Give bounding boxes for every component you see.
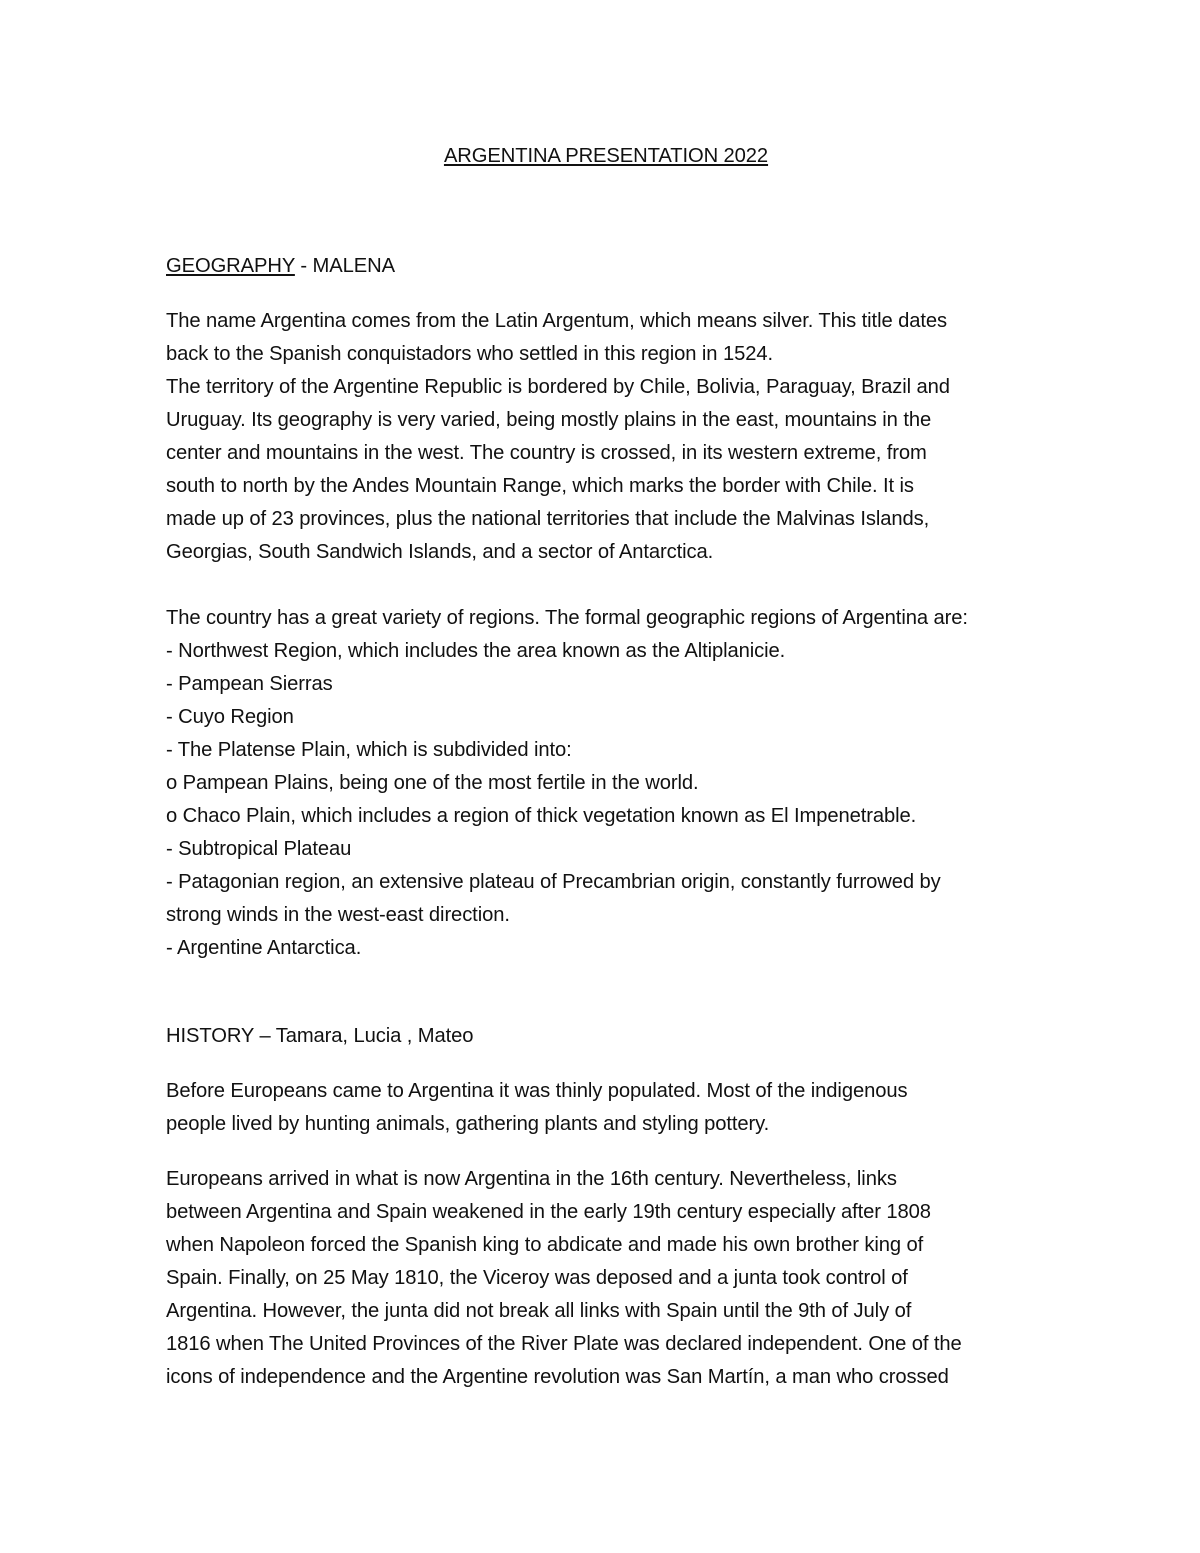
text-line: center and mountains in the west. The country is crossed, in its western extreme, from xyxy=(166,442,927,464)
geography-heading-word: GEOGRAPHY xyxy=(166,255,295,277)
geography-heading xyxy=(166,250,1046,283)
document-title: ARGENTINA PRESENTATION 2022 xyxy=(443,145,769,167)
list-item: - Cuyo Region xyxy=(166,706,294,728)
text-line: Georgias, South Sandwich Islands, and a sector of Antarctica. xyxy=(166,541,714,563)
text-line: 1816 when The United Provinces of the River Plate was declared independent. One of the xyxy=(166,1333,962,1355)
geography-paragraph xyxy=(166,305,1046,569)
list-item: - Northwest Region, which includes the area known as the Altiplanicie. xyxy=(166,640,786,662)
text-line: The name Argentina comes from the Latin Argentum, which means silver. This title dates xyxy=(166,310,947,332)
list-item: - Argentine Antarctica. xyxy=(166,937,362,959)
list-item: - Subtropical Plateau xyxy=(166,838,352,860)
text-line: Uruguay. Its geography is very varied, being mostly plains in the east, mountains in the xyxy=(166,409,932,431)
list-item: - Patagonian region, an extensive plateau of Precambrian origin, constantly furrowed by xyxy=(166,871,941,893)
history-paragraph-2 xyxy=(166,1163,1046,1394)
text-line: back to the Spanish conquistadors who settled in this region in 1524. xyxy=(166,343,773,365)
document-body xyxy=(166,140,1046,1394)
history-heading: HISTORY – Tamara, Lucia , Mateo xyxy=(166,1025,474,1047)
history-paragraph-1 xyxy=(166,1075,1046,1141)
text-line: The territory of the Argentine Republic is bordered by Chile, Bolivia, Paraguay, Brazil and xyxy=(166,376,950,398)
text-line: between Argentina and Spain weakened in the early 19th century especially after 1808 xyxy=(166,1201,931,1223)
list-item: - Pampean Sierras xyxy=(166,673,333,695)
regions-intro: The country has a great variety of regions. The formal geographic regions of Argentina are: xyxy=(166,607,968,629)
text-line: south to north by the Andes Mountain Range, which marks the border with Chile. It is xyxy=(166,475,914,497)
text-line: people lived by hunting animals, gathering plants and styling pottery. xyxy=(166,1113,770,1135)
text-line: Europeans arrived in what is now Argentina in the 16th century. Nevertheless, links xyxy=(166,1168,897,1190)
list-item: - The Platense Plain, which is subdivided into: xyxy=(166,739,572,761)
list-item: strong winds in the west-east direction. xyxy=(166,904,510,926)
list-item: o Pampean Plains, being one of the most fertile in the world. xyxy=(166,772,699,794)
text-line: Argentina. However, the junta did not break all links with Spain until the 9th of July of xyxy=(166,1300,912,1322)
regions-list xyxy=(166,635,1046,965)
text-line: made up of 23 provinces, plus the national territories that include the Malvinas Islands, xyxy=(166,508,930,530)
text-line: when Napoleon forced the Spanish king to abdicate and made his own brother king of xyxy=(166,1234,924,1256)
geography-author: - MALENA xyxy=(294,255,395,277)
text-line: Spain. Finally, on 25 May 1810, the Viceroy was deposed and a junta took control of xyxy=(166,1267,908,1289)
text-line: icons of independence and the Argentine revolution was San Martín, a man who crossed xyxy=(166,1366,949,1388)
list-item: o Chaco Plain, which includes a region of thick vegetation known as El Impenetrable. xyxy=(166,805,917,827)
text-line: Before Europeans came to Argentina it was thinly populated. Most of the indigenous xyxy=(166,1080,908,1102)
